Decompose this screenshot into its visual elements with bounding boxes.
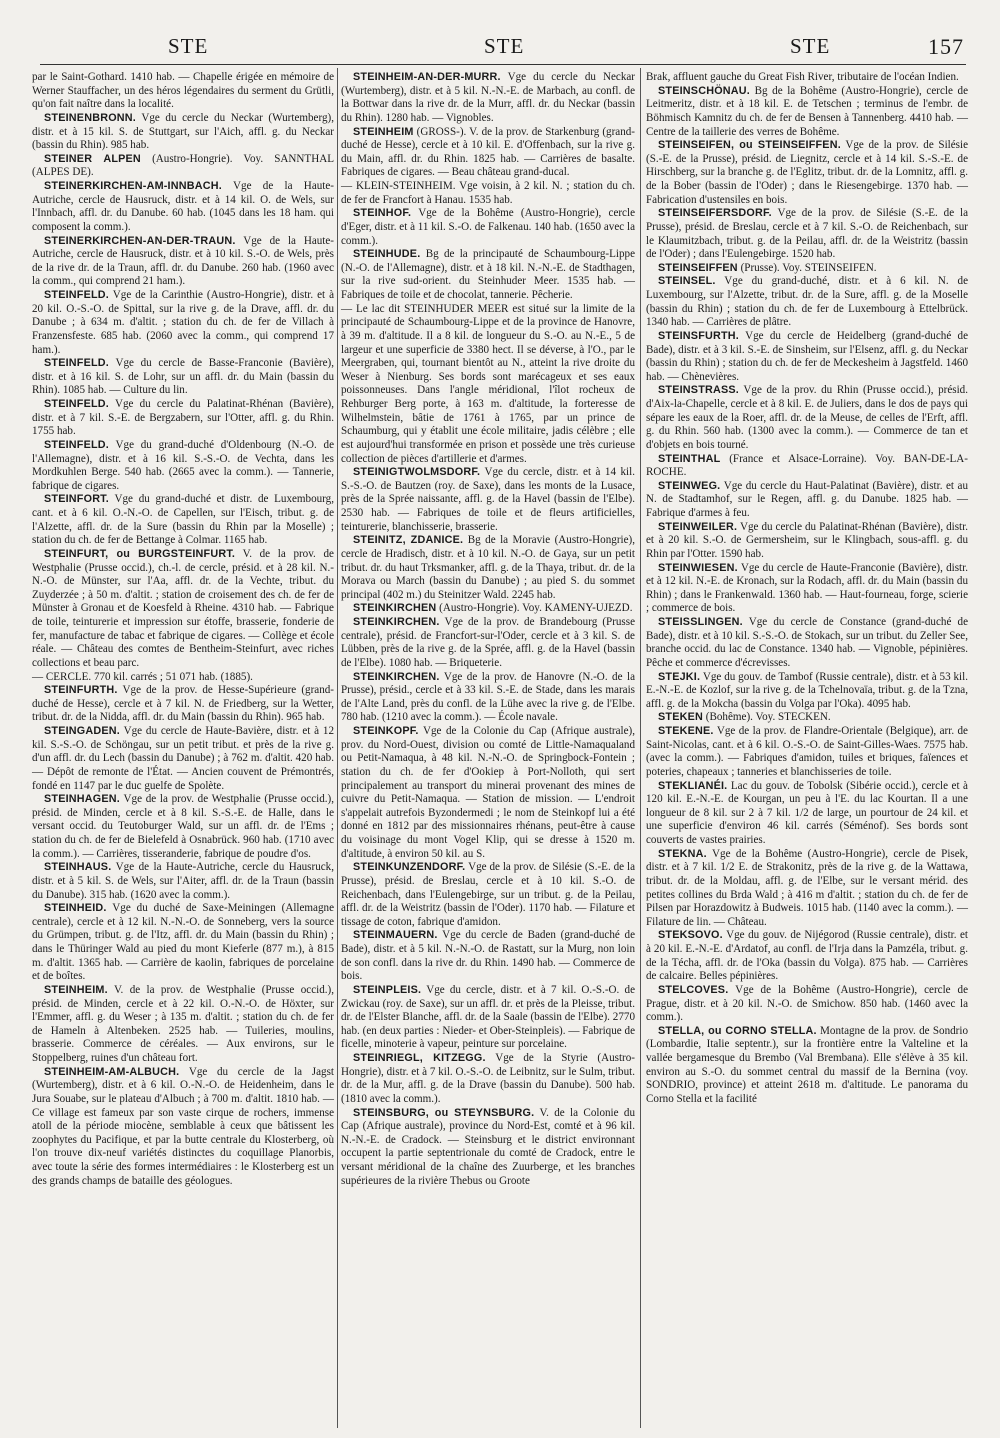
- entry-headword: STEINSCHÖNAU.: [658, 84, 750, 97]
- entry-text: Vge de la prov. de Flandre-Orientale (Belgique), arr. de Saint-Nicolas, cant. et à 6 kil. O.-S.-O. de Saint-Gilles-Waes. 7575 hab. (avec la comm.). — Fabriques d'amidon, tuiles et briques, faïences et poteries, chapeaux ; tanneries et blanchisseries de toile.: [646, 725, 968, 778]
- entry-text: (France et Alsace-Lorraine). Voy. BAN-DE-LA-ROCHE.: [646, 452, 968, 479]
- entry-headword: STEKNA.: [658, 847, 707, 860]
- entry-text: Vge de la Haute-Autriche, cercle du Hausruck, distr. et à 5 kil. S. de Wels, sur l'Aiter, affl. dr. de la Traun (bassin du Danube). 315 hab. (1620 avec la comm.).: [32, 861, 334, 901]
- entry-text: Montagne de la prov. de Sondrio (Lombardie, Italie septentr.), sur la frontière entre la Valteline et la vallée bergamesque du Brembo (Val Brembana). Elle s'élève à 35 kil. environ au S.-O. du sommet central du massif de la Bernina (voy. SONDRIO, province) et atteint 2618 m. d'altitude. Le panorama du Corno Stella et la facilité: [646, 1024, 968, 1105]
- dictionary-entry: [341, 126, 635, 181]
- dictionary-entry: [646, 262, 968, 276]
- dictionary-entry: [341, 466, 635, 534]
- dictionary-entry: [646, 562, 968, 617]
- dictionary-entry: [646, 85, 968, 140]
- dictionary-entry: [341, 534, 635, 602]
- page-number: 157: [928, 34, 964, 59]
- dictionary-entry: [32, 398, 334, 439]
- dictionary-entry: [32, 112, 334, 153]
- dictionary-entry: [646, 929, 968, 984]
- entry-headword: STEINWIESEN.: [658, 561, 738, 574]
- dictionary-entry: [341, 71, 635, 126]
- entry-headword: STEINENBRONN.: [44, 111, 136, 124]
- entry-text: Vge du cercle du Palatinat-Rhénan (Bavière), distr. et à 20 kil. S.-O. de Germersheim, sur le Klingbach, sous-affl. g. du Rhin par l'Otter. 1590 hab.: [646, 520, 968, 560]
- dictionary-entry: [32, 671, 334, 685]
- dictionary-entry: [646, 521, 968, 562]
- dictionary-entry: [646, 1025, 968, 1107]
- dictionary-entry: [646, 330, 968, 385]
- entry-headword: STEJKI.: [658, 670, 701, 683]
- entry-text: (Austro-Hongrie). Voy. KAMENY-UJEZD.: [439, 602, 633, 615]
- entry-headword: STELLA, ou CORNO STELLA.: [658, 1024, 817, 1037]
- dictionary-entry: [646, 384, 968, 452]
- dictionary-entry: [341, 207, 635, 248]
- entry-headword: STEINFELD.: [44, 398, 109, 410]
- entry-headword: STEINIGTWOLMSDORF.: [353, 466, 481, 479]
- entry-headword: STEINRIEGL, KITZEGG.: [353, 1052, 486, 1064]
- entry-text: (Prusse). Voy. STEINSEIFEN.: [740, 261, 877, 274]
- entry-headword: STEINHAUS.: [44, 861, 112, 874]
- entry-headword: STEISSLINGEN.: [658, 616, 743, 628]
- dictionary-entry: [646, 616, 968, 671]
- text-column-right: [646, 71, 968, 1107]
- text-column-left: [32, 71, 334, 1188]
- entry-headword: STEINHEIM.: [44, 983, 108, 996]
- entry-text: Vge de la Bohême (Austro-Hongrie), cercle de Prague, distr. et à 20 kil. N.-O. de Smichow. 850 hab. (1460 avec la comm.).: [646, 983, 968, 1024]
- entry-headword: STEINWEG.: [658, 479, 721, 492]
- entry-text: Vge du cercle du Palatinat-Rhénan (Bavière), distr. et à 7 kil. S.-E. de Bergzabern, sur l'Otter, affl. g. du Rhin. 1755 hab.: [32, 398, 334, 438]
- dictionary-entry: [646, 453, 968, 480]
- entry-headword: STEINFORT.: [44, 493, 109, 506]
- entry-text: Vge de la prov. de Silésie (S.-E. de la Prusse), présid. de Liegnitz, cercle et à 14 kil. S.-S.-E. de Hirschberg, sur la branche g. de l'Eglitz, tribut. dr. de la Lomnitz, affl. g. de la Bober (bassin de l'Oder) ; dans le Riesengebirge. 1370 hab. — Fabrication d'ustensiles en bois.: [646, 139, 968, 206]
- entry-headword: STEINSEIFFEN: [658, 261, 738, 274]
- entry-text: — Le lac dit STEINHUDER MEER est situé sur la limite de la principauté de Schaumbourg-Lippe et de la province de Hanovre, à 39 m. d'altitude. Il a 8 kil. de longueur du S.-O. au N.-E., 5 de largeur et une superficie de 3380 hect. Il se déverse, à l'O., par le Meergraben, qui, tournant bientôt au N., atteint la rive droite du Weser à Nienburg. Ses bords sont marécageux et ses eaux poissonneuses. Dans l'angle méridional, l'îlot rocheux de Rehburger Berg porte, à 163 m. d'altitude, la forteresse de Wilhelmstein, bâtie de 1761 à 1765, par un prince de Schaumburg, qui y établit une école militaire, jadis célèbre ; elle est aujourd'hui transformée en prison et possède une très curieuse collection de pièces d'artillerie et d'armes.: [341, 302, 635, 465]
- dictionary-entry: [646, 780, 968, 848]
- entry-text: — KLEIN-STEINHEIM. Vge voisin, à 2 kil. N. ; station du ch. de fer de Francfort à Hanau. 1535 hab.: [341, 180, 635, 206]
- entry-headword: STEINER ALPEN: [44, 152, 141, 165]
- entry-text: Vge de la prov. de Hesse-Supérieure (grand-duché de Hesse), cercle et à 7 kil. N. de Friedberg, sur la Wetter, tribut. dr. de la Nidda, affl. dr. du Main (bassin du Rhin). 965 hab.: [32, 684, 334, 724]
- dictionary-entry: [32, 902, 334, 984]
- entry-text: V. de la Colonie du Cap (Afrique australe), province du Nord-Est, comté et à 96 kil. N.-N.-E. de Cradock. — Steinsburg et le district environnant occupent la partie septentrionale du comté de Cradock, entre le versant méridional de la chaîne des Zuurberge, et les branches supérieures de la rivière Thebus ou Groote: [341, 1106, 636, 1187]
- entry-text: Vge du duché de Saxe-Meiningen (Allemagne centrale), cercle et à 12 kil. N.-N.-O. de Sonneberg, vers la source du Grümpen, tribut. g. de l'Itz, affl. dr. du Main (bassin du Rhin) ; dans le Thüringer Wald au pied du mont Kieferle (877 m.), à 815 m. d'altit. 1365 hab. — Carrière de kaolin, fabriques de porcelaine et de boîtes.: [32, 902, 334, 983]
- dictionary-entry: [32, 439, 334, 494]
- entry-headword: STEINHEID.: [44, 902, 107, 915]
- entry-text: Brak, affluent gauche du Great Fish River, tributaire de l'océan Indien.: [646, 71, 959, 83]
- entry-text: Vge du cercle, distr. et à 7 kil. O.-S.-O. de Zwickau (roy. de Saxe), sur un affl. dr. et près de la Pleisse, tribut. dr. de l'Elster Blanche, affl. dr. de la Saale (bassin de l'Elbe). 2770 hab. (en deux parties : Nieder- et Ober-Steinpleis). — Fabrique de ficelle, minoterie à vapeur, peinture sur porcelaine.: [341, 983, 635, 1051]
- dictionary-entry: [32, 153, 334, 180]
- column-separator: [337, 68, 338, 1428]
- entry-headword: STEINITZ, ZDANICE.: [353, 534, 464, 547]
- dictionary-entry: [32, 861, 334, 902]
- entry-headword: STEINSBURG, ou STEYNSBURG.: [353, 1106, 535, 1119]
- dictionary-entry: [341, 725, 635, 861]
- entry-headword: STEINSEIFEN, ou STEINSEIFFEN.: [658, 139, 841, 152]
- entry-text: Vge de la prov. de Silésie (S.-E. de la Prusse), présid. de Breslau, cercle et à 10 kil. S.-O. de Reichenbach, dans l'Eulengebirge, sur un tribut. g. de la Peilau, affl. dr. de la Weistritz (bassin de l'Oder). 1170 hab. — Filature et tissage de coton, fabrique d'amidon.: [341, 861, 635, 928]
- entry-text: par le Saint-Gothard. 1410 hab. — Chapelle érigée en mémoire de Werner Stauffacher, un des héros légendaires du serment du Grütli, qu'on fait naître dans la localité.: [32, 71, 334, 111]
- dictionary-entry: [341, 861, 635, 929]
- header-center-word: STE: [484, 34, 525, 58]
- entry-text: Vge du cercle du Neckar (Wurtemberg), distr. et à 15 kil. S. de Stuttgart, sur l'Aich, affl. g. du Neckar (bassin du Rhin). 985 hab.: [32, 111, 334, 152]
- entry-text: Vge du cercle de Haute-Bavière, distr. et à 12 kil. S.-S.-O. de Schöngau, sur un petit tribut. et près de la rive g. d'un affl. dr. du Lech (bassin du Danube) ; à 762 m. d'altit. 420 hab. — Dépôt de remonte de l'État. — Ancien couvent de Prémontrés, fondé en 1147 par le duc guelfe de Spolète.: [32, 725, 334, 792]
- entry-headword: STEINWEILER.: [658, 520, 738, 533]
- dictionary-entry: [32, 793, 334, 861]
- entry-headword: STEINKOPF.: [353, 725, 419, 737]
- entry-text: Vge du cercle de Baden (grand-duché de Bade), distr. et à 5 kil. N.-N.-O. de Rastatt, sur la Murg, non loin de son confl. dans la rive dr. du Rhin. 1490 hab. — Commerce de bois.: [341, 929, 636, 983]
- entry-headword: STEINKIRCHEN.: [353, 670, 440, 683]
- entry-text: Vge du cercle, distr. et à 14 kil. S.-S.-O. de Bautzen (roy. de Saxe), dans les monts de la Lusace, près de la Sprée naissante, affl. g. de la Havel (bassin de l'Elbe). 2530 hab. — Fabriques de toile et de fleurs artificielles, teinturerie, blanchisserie, brasserie.: [341, 466, 635, 533]
- dictionary-entry: [32, 493, 334, 548]
- entry-headword: STEINSEL.: [658, 275, 716, 288]
- entry-text: (Bohême). Voy. STECKEN.: [705, 711, 831, 724]
- dictionary-entry: [646, 207, 968, 262]
- entry-text: Bg de la principauté de Schaumbourg-Lippe (N.-O. de l'Allemagne), distr. et à 18 kil. N.-N.-E. de Stadthagen, sur la rive sud-orient. du Steinhuder Meer. 1535 hab. — Fabriques de toile et de chocolat, tannerie. Pêcherie.: [341, 248, 636, 301]
- entry-text: Vge du grand-duché et distr. de Luxembourg, cant. et à 6 kil. O.-N.-O. de Capellen, sur l'Eisch, tribut. g. de l'Alzette, affl. dr. de la Sure (bassin du Rhin par la Moselle) ; station du ch. de fer de Bettange à Colmar. 1165 hab.: [32, 493, 334, 547]
- entry-text: Vge de la Haute-Autriche, cercle de Hausruck, distr. et à 14 kil. O. de Wels, sur l'Innbach, affl. dr. du Danube. 60 hab. (1045 dans les 18 ham. qui composent la comm.).: [32, 180, 334, 233]
- dictionary-entry: [646, 139, 968, 207]
- dictionary-entry: [341, 602, 635, 616]
- entry-text: Vge de la Colonie du Cap (Afrique australe), prov. du Nord-Ouest, division ou comté de Little-Namaqualand ou Petit-Namaqua, à 48 kil. N.-N.-O. de Springbock-Fontein ; station du ch. de fer d'Ookiep à Port-Nolloth, qui sert principalement au transport du minerai provenant des mines de cuivre du Petit-Namaqua. — Station de mission. — L'endroit s'appelait autrefois Byzondermedi ; le nom de Steinkopf lui a été donné en 1812 par des missionnaires rhénans, peut-être à cause du voisinage du mont Vogel Klip, qui se dresse à 1520 m. d'altitude, à environ 50 kil. au S.: [341, 725, 636, 860]
- entry-headword: STEINKUNZENDORF.: [353, 861, 466, 874]
- entry-text: V. de la prov. de Westphalie (Prusse occid.), présid. de Minden, cercle et à 22 kil. O.-N.-O. de Höxter, sur l'Emmer, affl. g. du Weser ; à 135 m. d'altit. ; station du ch. de fer de Hameln à Altenbeken. 2525 hab. — Tuileries, moulins, brasserie. Commerce de céréales. — Aux environs, sur le Stoppelberg, ruines d'un château fort.: [32, 983, 334, 1064]
- entry-headword: STEINHEIM-AM-ALBUCH.: [44, 1065, 180, 1078]
- dictionary-entry: [32, 357, 334, 398]
- entry-headword: STEINFURTH.: [44, 684, 118, 697]
- entry-text: Vge de la prov. de Hanovre (N.-O. de la Prusse), présid., cercle et à 33 kil. S.-E. de Stade, dans les marais de l'Alte Land, près du confl. de la Lühe avec la rive g. de l'Elbe. 780 hab. (1210 avec la comm.). — École navale.: [341, 670, 635, 724]
- dictionary-entry: [341, 1107, 635, 1189]
- entry-headword: STEINFELD.: [44, 357, 109, 370]
- header-right-word: STE: [790, 34, 831, 58]
- entry-headword: STEINHAGEN.: [44, 793, 120, 806]
- entry-text: Vge de la prov. de Silésie (S.-E. de la Prusse), présid. de Breslau, cercle et à 7 kil. S.-O. de Reichenbach, sur le Klaumitzbach, tribut. g. de la Peilau, affl. dr. de la Weistritz (bassin de l'Oder) ; dans l'Eulengebirge. 1520 hab.: [646, 207, 968, 261]
- dictionary-entry: [341, 616, 635, 671]
- entry-text: Vge du grand-duché, distr. et à 6 kil. N. de Luxembourg, sur l'Alzette, tribut. dr. de la Sure, affl. g. de la Moselle (bassin du Rhin) ; station du ch. de fer de Luxembourg à Ettelbrück. 1340 hab. — Carrières de plâtre.: [646, 275, 968, 329]
- entry-text: Vge de la Styrie (Austro-Hongrie), distr. et à 7 kil. O.-S.-O. de Leibnitz, sur le Sulm, tribut. dr. de la Mur, affl. g. de la Drave (bassin du Danube). 500 hab. (1810 avec la comm.).: [341, 1052, 635, 1105]
- dictionary-entry: [32, 235, 334, 290]
- entry-text: (GROSS-). V. de la prov. de Starkenburg (grand-duché de Hesse), cercle et à 10 kil. E. d'Offenbach, sur la rive g. du Main, affl. dr. du Rhin. 1825 hab. — Carrières de basalte. Fabriques de cigares. — Beau château grand-ducal.: [341, 125, 635, 179]
- entry-text: Vge du cercle de Basse-Franconie (Bavière), distr. et à 16 kil. S. de Lohr, sur un affl. dr. du Main (bassin du Rhin). 1085 hab. — Culture du lin.: [32, 357, 334, 397]
- entry-text: Vge du gouv. de Nijégorod (Russie centrale), distr. et à 20 kil. E.-N.-E. d'Ardatof, au confl. de l'Irja dans la Pamzéla, tribut. g. de la Técha, affl. dr. de l'Oka (bassin du Volga). 875 hab. — Carrières de calcaire. Belles pépinières.: [646, 929, 968, 983]
- entry-text: — CERCLE. 770 kil. carrés ; 51 071 hab. (1885).: [32, 670, 253, 683]
- dictionary-entry: [646, 275, 968, 330]
- entry-headword: STEINPLEIS.: [353, 983, 422, 996]
- entry-headword: STEINFELD.: [44, 438, 109, 451]
- entry-text: Vge de la Bohême (Austro-Hongrie), cercle d'Eger, distr. et à 11 kil. S.-O. de Falkenau. 140 hab. (1650 avec la comm.).: [341, 207, 635, 247]
- dictionary-entry: [32, 548, 334, 671]
- entry-headword: STEINHOF.: [353, 207, 412, 220]
- entry-text: Lac du gouv. de Tobolsk (Sibérie occid.), cercle et à 120 kil. E.-N.-E. de Kourgan, un peu à l'E. du lac Kourtan. Il a une longueur de 8 kil. sur 2 à 7 kil. 1/2 de large, un pourtour de 24 kil. et une superficie d'environ 46 kil. carrés (Séménof). Ses bords sont couverts de vastes prairies.: [646, 779, 968, 846]
- dictionary-entry: [341, 984, 635, 1052]
- running-header: [0, 26, 1000, 66]
- header-left-word: STE: [168, 34, 209, 58]
- entry-headword: STEINHEIM: [353, 125, 414, 138]
- entry-headword: STEKLIANÉI.: [658, 779, 728, 792]
- entry-headword: STEKSOVO.: [658, 929, 723, 942]
- entry-headword: STEINSTRASS.: [658, 384, 739, 397]
- entry-text: Vge de la Bohême (Austro-Hongrie), cercle de Pisek, distr. et à 7 kil. 1/2 E. de Strakonitz, près de la rive g. de la Wattawa, tribut. dr. de la Moldau, affl. g. de l'Elbe, sur le versant mérid. des petites collines du Brda Wald ; à 416 m d'altit. ; station du ch. de fer de Pilsen par Horazdowitz à Budweis. 1015 hab. (1140 avec la comm.). — Filature de lin. — Château.: [646, 847, 968, 928]
- dictionary-entry: [32, 71, 334, 112]
- dictionary-entry: [646, 480, 968, 521]
- dictionary-entry: [341, 929, 635, 984]
- entry-headword: STEINHUDE.: [353, 248, 421, 261]
- entry-text: Vge du grand-duché d'Oldenbourg (N.-O. de l'Allemagne), distr. et à 16 kil. S.-S.-O. de Vechta, dans les Mordkuhlen Berge. 540 hab. (2665 avec la comm.). — Tannerie, fabrique de cigares.: [32, 438, 335, 492]
- dictionary-entry: [646, 71, 968, 85]
- entry-text: Vge du cercle de Haute-Franconie (Bavière), distr. et à 12 kil. N.-E. de Kronach, sur la Rodach, affl. dr. du Main (bassin du Rhin) ; dans le Frankenwald. 1360 hab. — Haut-fourneau, forge, scierie ; commerce de bois.: [646, 561, 968, 615]
- dictionary-entry: [646, 725, 968, 780]
- entry-text: Vge du cercle de la Jagst (Wurtemberg), distr. et à 6 kil. O.-N.-O. de Heidenheim, dans le Jura Souabe, sur le plateau d'Albuch ; à 700 m. d'altit. 1810 hab. — Ce village est fameux par son vaste cirque de rochers, immense atoll de la période miocène, semblable à ceux que bâtissent les zoophytes du Pacifique, et par la butte centrale du Klosterberg, où l'on trouve dix-neuf variétés distinctes du coquillage Planorbis, avec toute la série des formes intermédiaires : le Klosterberg est un des grands champs de bataille des géologues.: [32, 1065, 334, 1187]
- entry-headword: STEINERKIRCHEN-AM-INNBACH.: [44, 180, 222, 192]
- entry-text: Vge du gouv. de Tambof (Russie centrale), distr. et à 53 kil. E.-N.-E. de Kozlof, sur la rive g. de la Tchelnovaïa, tribut. g. de la Tzna, affl. g. de la Mokcha (bassin du Volga par l'Oka). 4095 hab.: [646, 670, 968, 710]
- dictionary-entry: [32, 984, 334, 1066]
- dictionary-entry: [341, 671, 635, 726]
- entry-headword: STEINGADEN.: [44, 725, 120, 737]
- entry-headword: STEKENE.: [658, 725, 714, 737]
- dictionary-entry: [32, 725, 334, 793]
- entry-text: Vge du cercle de Constance (grand-duché de Bade), distr. et à 10 kil. S.-S.-O. de Stokach, sur un tribut. du Zeller See, branche occid. du lac de Constance. 1340 hab. — Vignoble, pépinières. Pêche et commerce d'écrevisses.: [646, 616, 968, 669]
- entry-headword: STEKEN: [658, 711, 703, 724]
- dictionary-entry: [646, 984, 968, 1025]
- text-column-middle: [341, 71, 635, 1188]
- dictionary-entry: [646, 671, 968, 712]
- entry-headword: STEINFURT, ou BURGSTEINFURT.: [44, 547, 236, 560]
- dictionary-entry: [32, 289, 334, 357]
- entry-text: V. de la prov. de Westphalie (Prusse occid.), ch.-l. de cercle, présid. et à 28 kil. N.-N.-O. de Münster, sur l'Aa, affl. dr. de la Vechte, tribut. du Zuyderzée ; à 50 m. d'altit. ; station de croisement des ch. de fer de Münster à Gronau et de Koesfeld à Rheine. 4310 hab. — Fabrique de toile, teinturerie et impression sur étoffe, brasserie, fonderie de fer, manufacture de tabac et fabrique de cigares. — Collège et école réale. — Château des comtes de Bentheim-Steinfurt, avec riches collections et beau parc.: [32, 547, 334, 669]
- entry-headword: STEINTHAL: [658, 452, 721, 465]
- entry-headword: STEINSFURTH.: [658, 329, 739, 342]
- entry-headword: STEINKIRCHEN.: [353, 616, 440, 628]
- dictionary-entry: [646, 848, 968, 930]
- dictionary-entry: [341, 180, 635, 207]
- entry-headword: STEINERKIRCHEN-AN-DER-TRAUN.: [44, 234, 236, 247]
- dictionary-entry: [32, 1066, 334, 1189]
- entry-text: Vge de la Carinthie (Austro-Hongrie), distr. et à 20 kil. O.-S.-O. de Spittal, sur la rive g. de la Drave, affl. dr. du Danube ; à 634 m. d'altit. ; station du ch. de fer de Villach à Franzensfeste. 685 hab. (2060 avec la comm., qui comprend 17 ham.).: [32, 289, 334, 356]
- entry-text: Bg de la Bohême (Austro-Hongrie), cercle de Leitmeritz, distr. et à 18 kil. E. de Tetschen ; terminus de l'embr. de Böhmisch Kamnitz du ch. de fer de Bensen à Tannenberg. 4410 hab. — Centre de la taillerie des verres de Bohême.: [646, 84, 968, 138]
- dictionary-entry: [341, 248, 635, 303]
- entry-text: Vge de la prov. du Rhin (Prusse occid.), présid. d'Aix-la-Chapelle, cercle et à 8 kil. E. de Juliers, dans le dos de pays qui sépare les eaux de la Roer, affl. dr. de la Meuse, de celles de l'Erft, affl. g. du Rhin. 560 hab. (1300 avec la comm.). — Commerce de tan et d'objets en bois tourné.: [646, 384, 968, 451]
- dictionary-entry: [646, 711, 968, 725]
- entry-text: Vge de la prov. de Westphalie (Prusse occid.), présid. de Minden, cercle et à 8 kil. S.-S.-E. de Halle, dans le versant occid. du Teutoburger Wald, sur un affl. dr. de l'Ems ; station du ch. de fer de Bielefeld à Osnabrück. 960 hab. (1710 avec la comm.). — Carrières, tisseranderie, fabrique de poudre d'os.: [32, 793, 334, 860]
- dictionary-entry: [341, 303, 635, 467]
- entry-text: Vge du cercle de Heidelberg (grand-duché de Bade), distr. et à 3 kil. S.-E. de Sinsheim, sur l'Elsenz, affl. g. du Neckar (bassin du Rhin) ; station du ch. de fer de Meckesheim à Jagstfeld. 1460 hab. — Chènevières.: [646, 329, 968, 383]
- header-rule: [40, 64, 966, 65]
- dictionary-entry: [341, 1052, 635, 1107]
- entry-headword: STEINFELD.: [44, 289, 109, 301]
- entry-text: Vge du cercle du Neckar (Wurtemberg), distr. et à 5 kil. N.-N.-E. de Marbach, au confl. de la Bottwar dans la rive dr. de la Murr, affl. dr. du Neckar (bassin du Rhin). 1280 hab. — Vignobles.: [341, 71, 635, 124]
- dictionary-entry: [32, 180, 334, 235]
- column-separator: [640, 68, 641, 1428]
- entry-headword: STEINMAUERN.: [353, 929, 438, 942]
- entry-text: (Austro-Hongrie). Voy. SANNTHAL (ALPES DE).: [32, 152, 335, 179]
- entry-text: Vge de la prov. de Brandebourg (Prusse centrale), présid. de Francfort-sur-l'Oder, cercle et à 3 kil. S. de Lübben, près de la rive g. de la Sprée, affl. g. de la Havel (bassin de l'Elbe). 1080 hab. — Briqueterie.: [341, 616, 635, 669]
- entry-headword: STELCOVES.: [658, 983, 729, 996]
- entry-text: Vge du cercle du Haut-Palatinat (Bavière), distr. et au N. de Stadtamhof, sur le Regen, affl. g. du Danube. 1825 hab. — Fabrique d'armes à feu.: [646, 479, 968, 519]
- entry-text: Bg de la Moravie (Austro-Hongrie), cercle de Hradisch, distr. et à 10 kil. N.-O. de Gaya, sur un petit tribut. dr. du haut Trksmanker, affl. g. de la Thaya, tribut. dr. de la Morava ou March (bassin du Danube) ; au pied S. du sommet principal (402 m.) du Steinitzer Wald. 2245 hab.: [341, 534, 635, 601]
- entry-headword: STEINKIRCHEN: [353, 602, 437, 615]
- entry-headword: STEINSEIFERSDORF.: [658, 207, 772, 220]
- dictionary-entry: [32, 684, 334, 725]
- entry-headword: STEINHEIM-AN-DER-MURR.: [353, 71, 501, 83]
- entry-text: Vge de la Haute-Autriche, cercle de Hausruck, distr. et à 10 kil. S.-O. de Wels, près de la rive dr. de la Traun, affl. dr. du Danube. 260 hab. (1960 avec la comm., qui comprend 21 ham.).: [32, 234, 335, 288]
